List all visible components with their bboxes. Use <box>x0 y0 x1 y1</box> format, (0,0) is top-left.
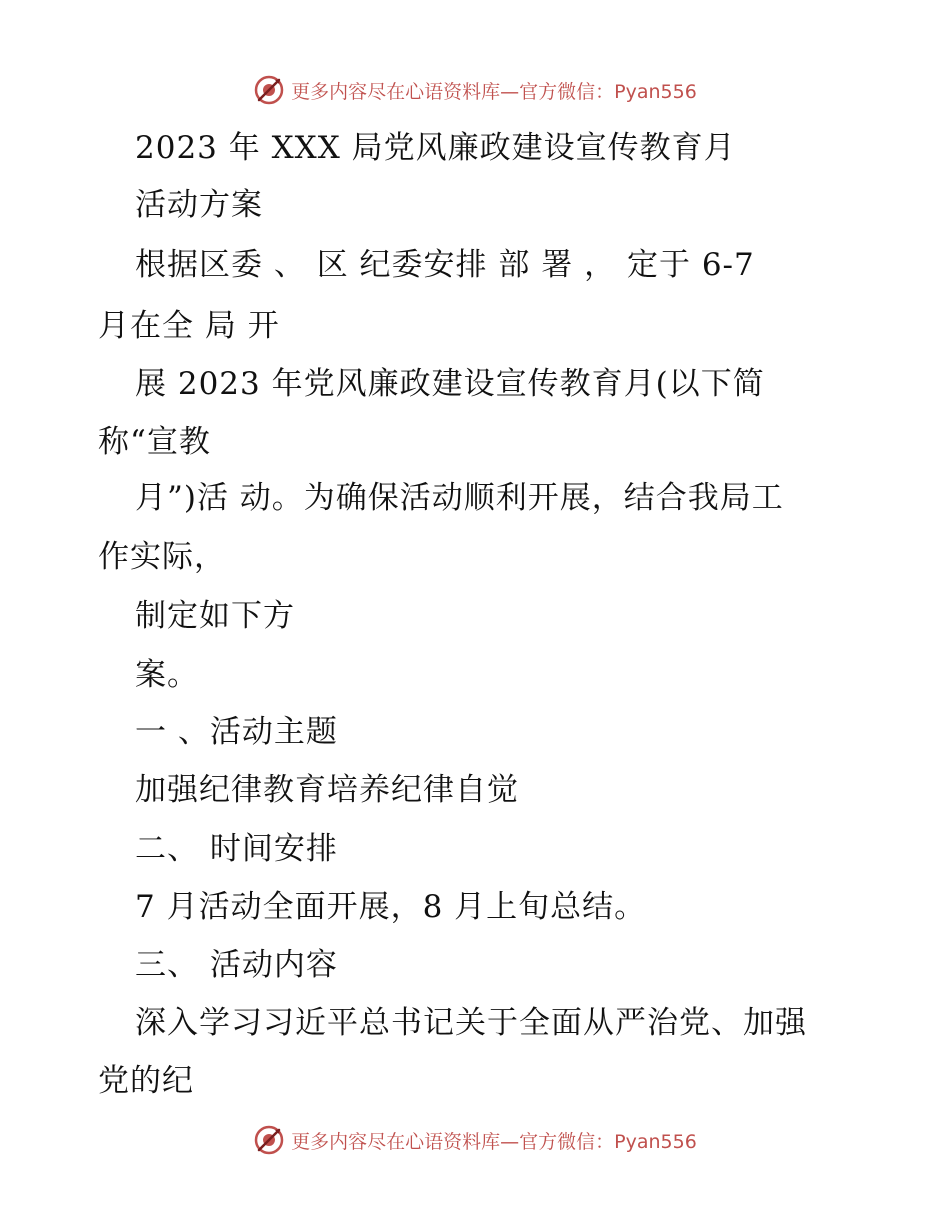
doc-title-line-2: 活动方案 <box>135 187 263 223</box>
paragraph-line: 案。 <box>135 657 199 693</box>
paragraph-line: 党的纪 <box>98 1063 194 1099</box>
watermark-text: 更多内容尽在心语资料库—官方微信：Pyan556 <box>291 80 697 103</box>
paragraph-line: 制定如下方 <box>135 598 295 634</box>
paragraph-line: 作实际， <box>98 539 226 575</box>
section-heading-theme: 一 、活动主题 <box>135 714 338 750</box>
doc-title-line-1: 2023 年 XXX 局党风廉政建设宣传教育月 <box>135 130 736 166</box>
quill-seal-icon <box>253 1124 285 1156</box>
watermark-footer <box>0 1120 950 1160</box>
paragraph-line: 深入学习习近平总书记关于全面从严治党、加强 <box>135 1005 807 1041</box>
section-heading-schedule: 二、 时间安排 <box>135 831 338 867</box>
watermark-text: 更多内容尽在心语资料库—官方微信：Pyan556 <box>291 1130 697 1153</box>
quill-seal-icon <box>253 74 285 106</box>
paragraph-line: 称“宣教 <box>98 424 211 460</box>
paragraph-line: 月在全 局 开 <box>98 308 280 344</box>
watermark-header <box>0 70 950 110</box>
paragraph-line: 根据区委 、 区 纪委安排 部 署 ， 定于 6-7 <box>135 247 755 283</box>
paragraph-line: 月”)活 动。为确保活动顺利开展，结合我局工 <box>135 480 784 516</box>
paragraph-line: 7 月活动全面开展，8 月上旬总结。 <box>135 889 647 925</box>
paragraph-line: 加强纪律教育培养纪律自觉 <box>135 772 519 808</box>
section-heading-content: 三、 活动内容 <box>135 947 338 983</box>
paragraph-line: 展 2023 年党风廉政建设宣传教育月(以下简 <box>135 366 765 402</box>
